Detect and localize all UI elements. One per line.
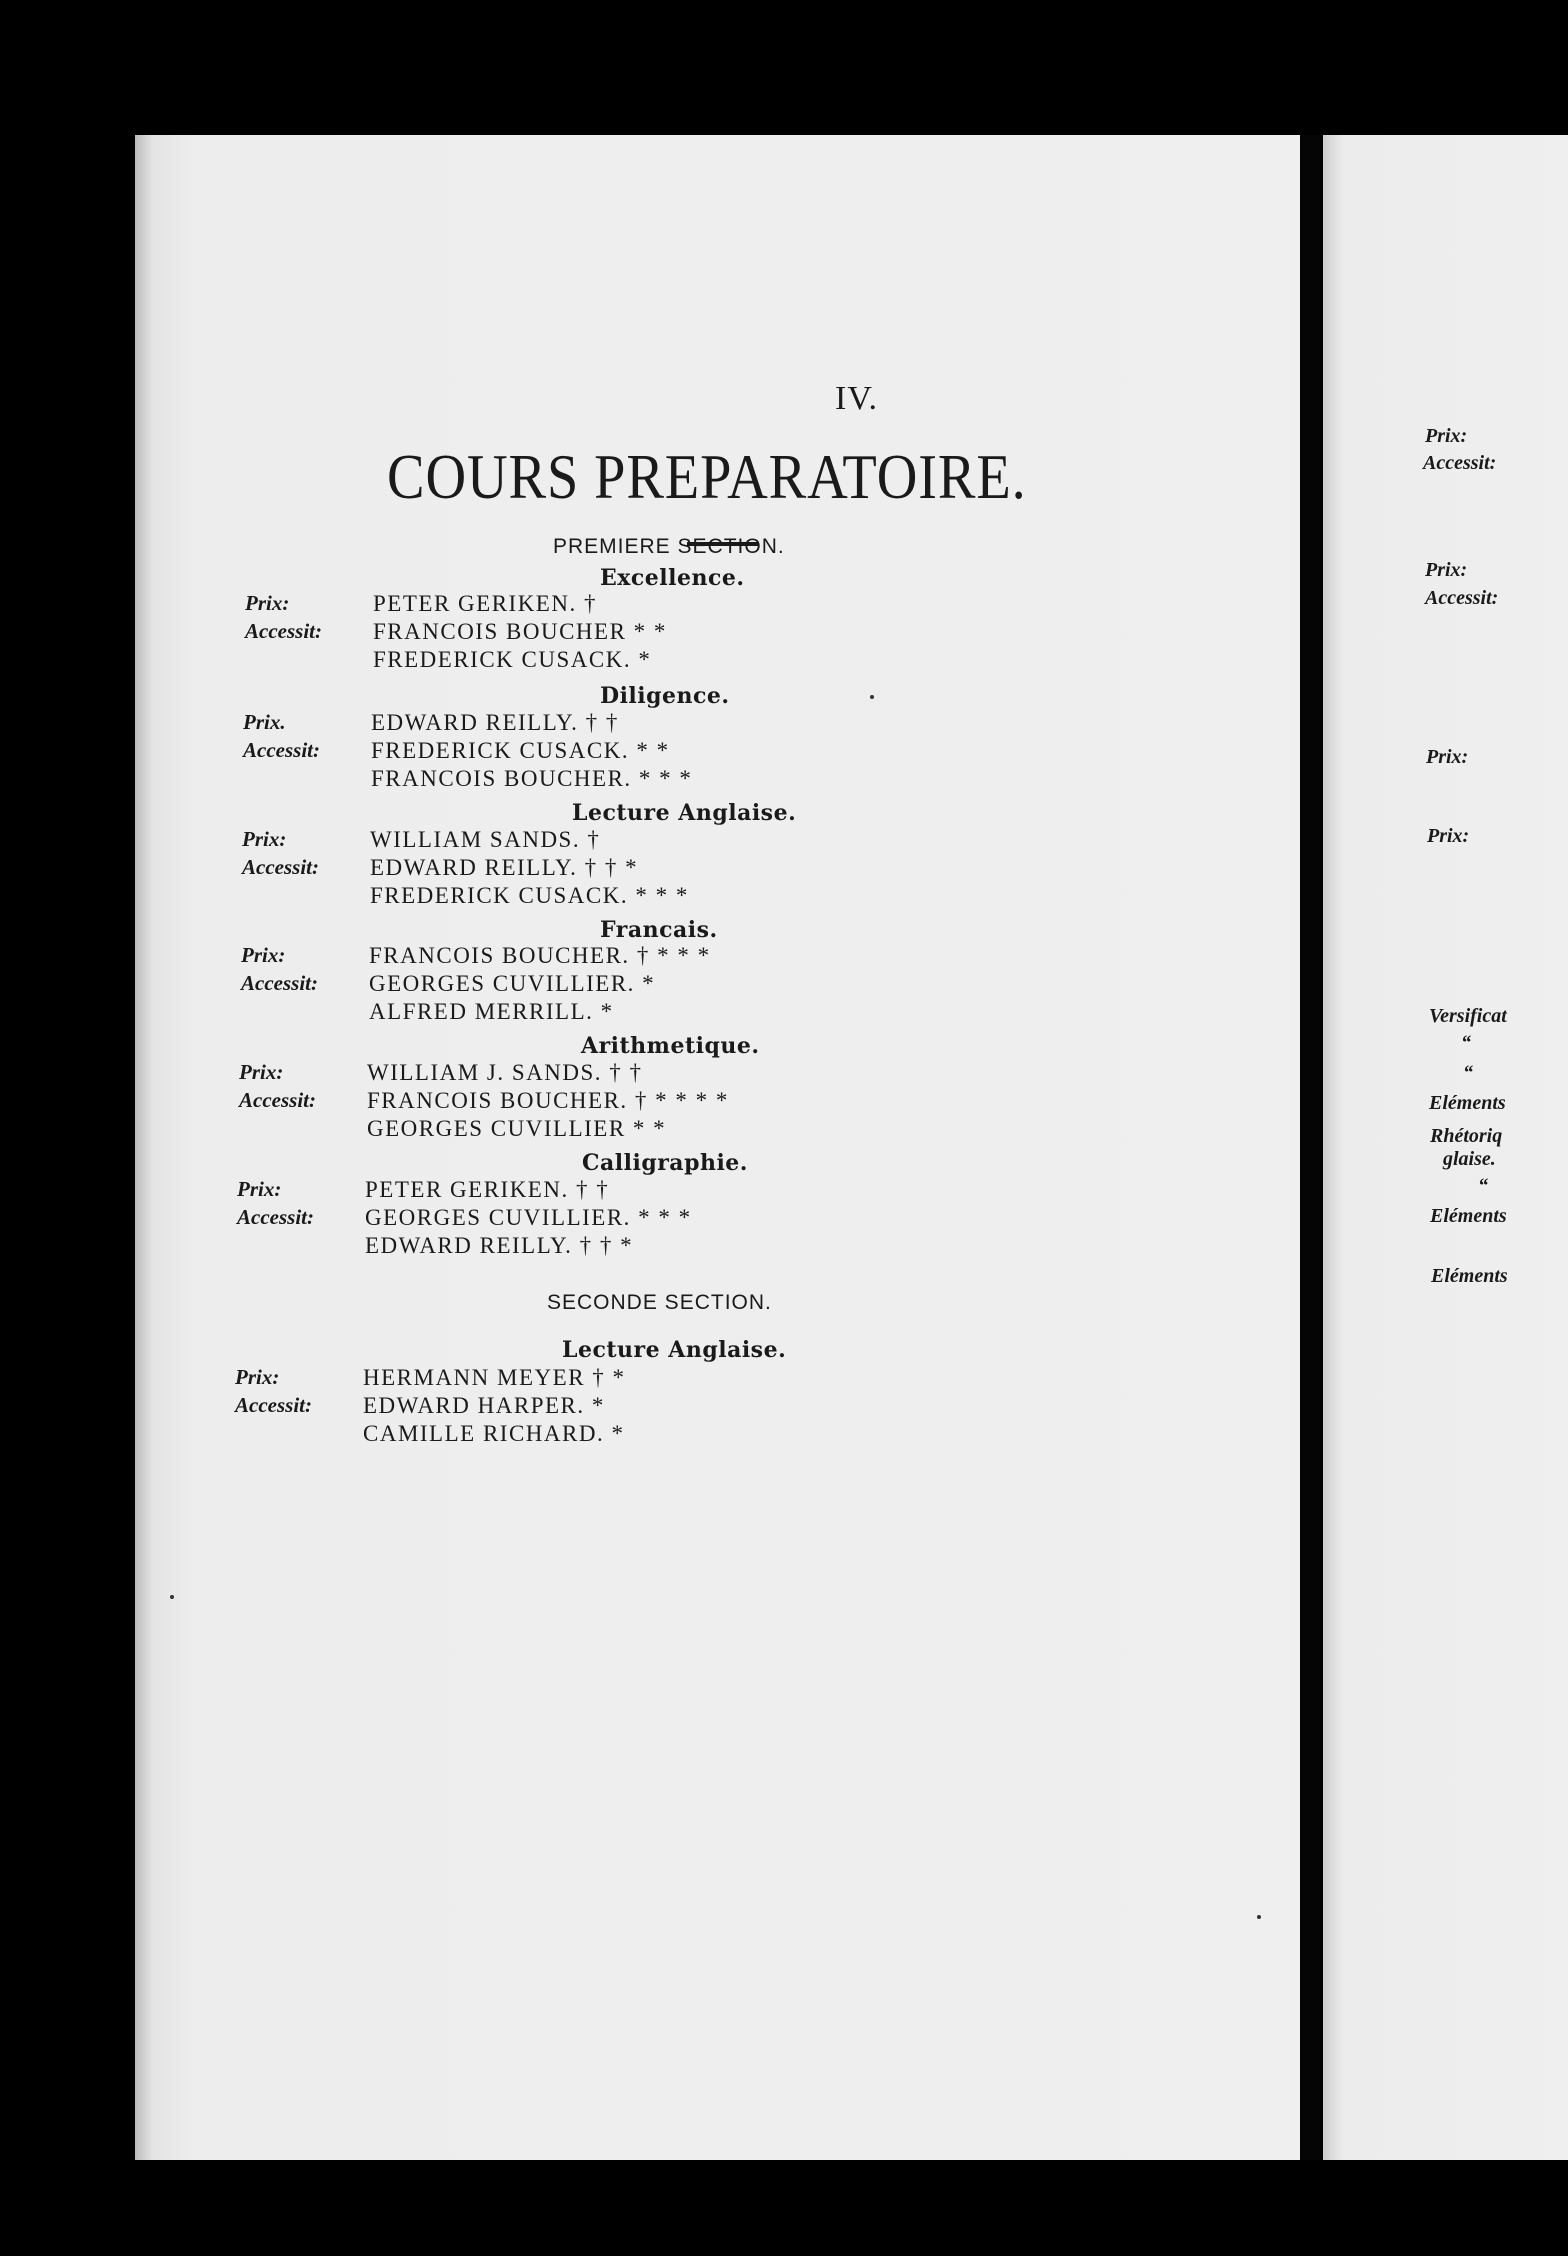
student-name: WILLIAM J. SANDS. † † bbox=[367, 1060, 643, 1085]
entry-label: Prix: bbox=[241, 943, 286, 967]
student-name: FREDERICK CUSACK. * * bbox=[371, 738, 670, 763]
facing-label: glaise. bbox=[1443, 1148, 1496, 1170]
facing-label: Prix: bbox=[1425, 425, 1468, 447]
entry-label: Prix: bbox=[245, 591, 290, 615]
facing-label: “ bbox=[1463, 1062, 1473, 1084]
page-gutter bbox=[1300, 135, 1323, 2160]
facing-label: Eléments bbox=[1431, 1265, 1508, 1287]
entry-label: Accessit: bbox=[239, 1088, 316, 1112]
facing-label: Prix: bbox=[1426, 746, 1469, 768]
entry-label: Accessit: bbox=[241, 971, 318, 995]
scan-speck bbox=[870, 695, 874, 699]
student-name: GEORGES CUVILLIER * * bbox=[367, 1116, 667, 1141]
student-name: FRANCOIS BOUCHER. * * * bbox=[371, 766, 693, 791]
facing-label: Versificat bbox=[1429, 1005, 1507, 1027]
student-name: WILLIAM SANDS. † bbox=[370, 827, 601, 852]
student-name: FRANCOIS BOUCHER. † * * * * bbox=[367, 1088, 729, 1113]
facing-label: Accessit: bbox=[1423, 452, 1497, 474]
entry-label: Accessit: bbox=[235, 1393, 312, 1417]
entry-label: Prix. bbox=[243, 710, 286, 734]
entry-label: Accessit: bbox=[242, 855, 319, 879]
student-name: PETER GERIKEN. † bbox=[373, 591, 597, 616]
entry-label: Prix: bbox=[235, 1365, 280, 1389]
facing-label: “ bbox=[1478, 1175, 1488, 1197]
entry-label: Prix: bbox=[237, 1177, 282, 1201]
part-numeral: IV. bbox=[835, 380, 878, 417]
student-name: HERMANN MEYER † * bbox=[363, 1365, 626, 1390]
section-heading: SECONDE SECTION. bbox=[547, 1291, 772, 1314]
scan-speck bbox=[170, 1595, 174, 1599]
facing-label: Accessit: bbox=[1425, 587, 1499, 609]
facing-label: Prix: bbox=[1425, 559, 1468, 581]
subject-heading: Lecture Anglaise. bbox=[572, 800, 797, 826]
facing-label: “ bbox=[1461, 1032, 1471, 1054]
facing-label: Prix: bbox=[1427, 825, 1470, 847]
student-name: GEORGES CUVILLIER. * * * bbox=[365, 1205, 692, 1230]
student-name: PETER GERIKEN. † † bbox=[365, 1177, 610, 1202]
student-name: FREDERICK CUSACK. * bbox=[373, 647, 652, 672]
subject-heading: Francais. bbox=[600, 917, 718, 943]
subject-heading: Calligraphie. bbox=[582, 1150, 748, 1176]
left-page bbox=[135, 135, 1300, 2160]
entry-label: Prix: bbox=[242, 827, 287, 851]
entry-label: Accessit: bbox=[237, 1205, 314, 1229]
student-name: FREDERICK CUSACK. * * * bbox=[370, 883, 689, 908]
student-name: CAMILLE RICHARD. * bbox=[363, 1421, 625, 1446]
student-name: EDWARD REILLY. † † * bbox=[370, 855, 639, 880]
section-heading: PREMIERE SECTION. bbox=[553, 535, 785, 558]
student-name: FRANCOIS BOUCHER * * bbox=[373, 619, 667, 644]
entry-label: Prix: bbox=[239, 1060, 284, 1084]
subject-heading: Lecture Anglaise. bbox=[562, 1337, 787, 1363]
subject-heading: Diligence. bbox=[600, 683, 730, 709]
subject-heading: Excellence. bbox=[600, 565, 745, 591]
student-name: GEORGES CUVILLIER. * bbox=[369, 971, 656, 996]
facing-label: Eléments bbox=[1429, 1092, 1506, 1114]
student-name: EDWARD REILLY. † † bbox=[371, 710, 619, 735]
student-name: ALFRED MERRILL. * bbox=[369, 999, 614, 1024]
facing-label: Eléments bbox=[1430, 1205, 1507, 1227]
entry-label: Accessit: bbox=[245, 619, 322, 643]
student-name: EDWARD HARPER. * bbox=[363, 1393, 605, 1418]
page-title: COURS PREPARATOIRE. bbox=[387, 441, 1027, 512]
facing-page bbox=[1323, 135, 1568, 2160]
student-name: EDWARD REILLY. † † * bbox=[365, 1233, 634, 1258]
student-name: FRANCOIS BOUCHER. † * * * bbox=[369, 943, 711, 968]
facing-label: Rhétoriq bbox=[1430, 1125, 1503, 1147]
subject-heading: Arithmetique. bbox=[581, 1033, 760, 1059]
scan-speck bbox=[1257, 1915, 1261, 1919]
entry-label: Accessit: bbox=[243, 738, 320, 762]
